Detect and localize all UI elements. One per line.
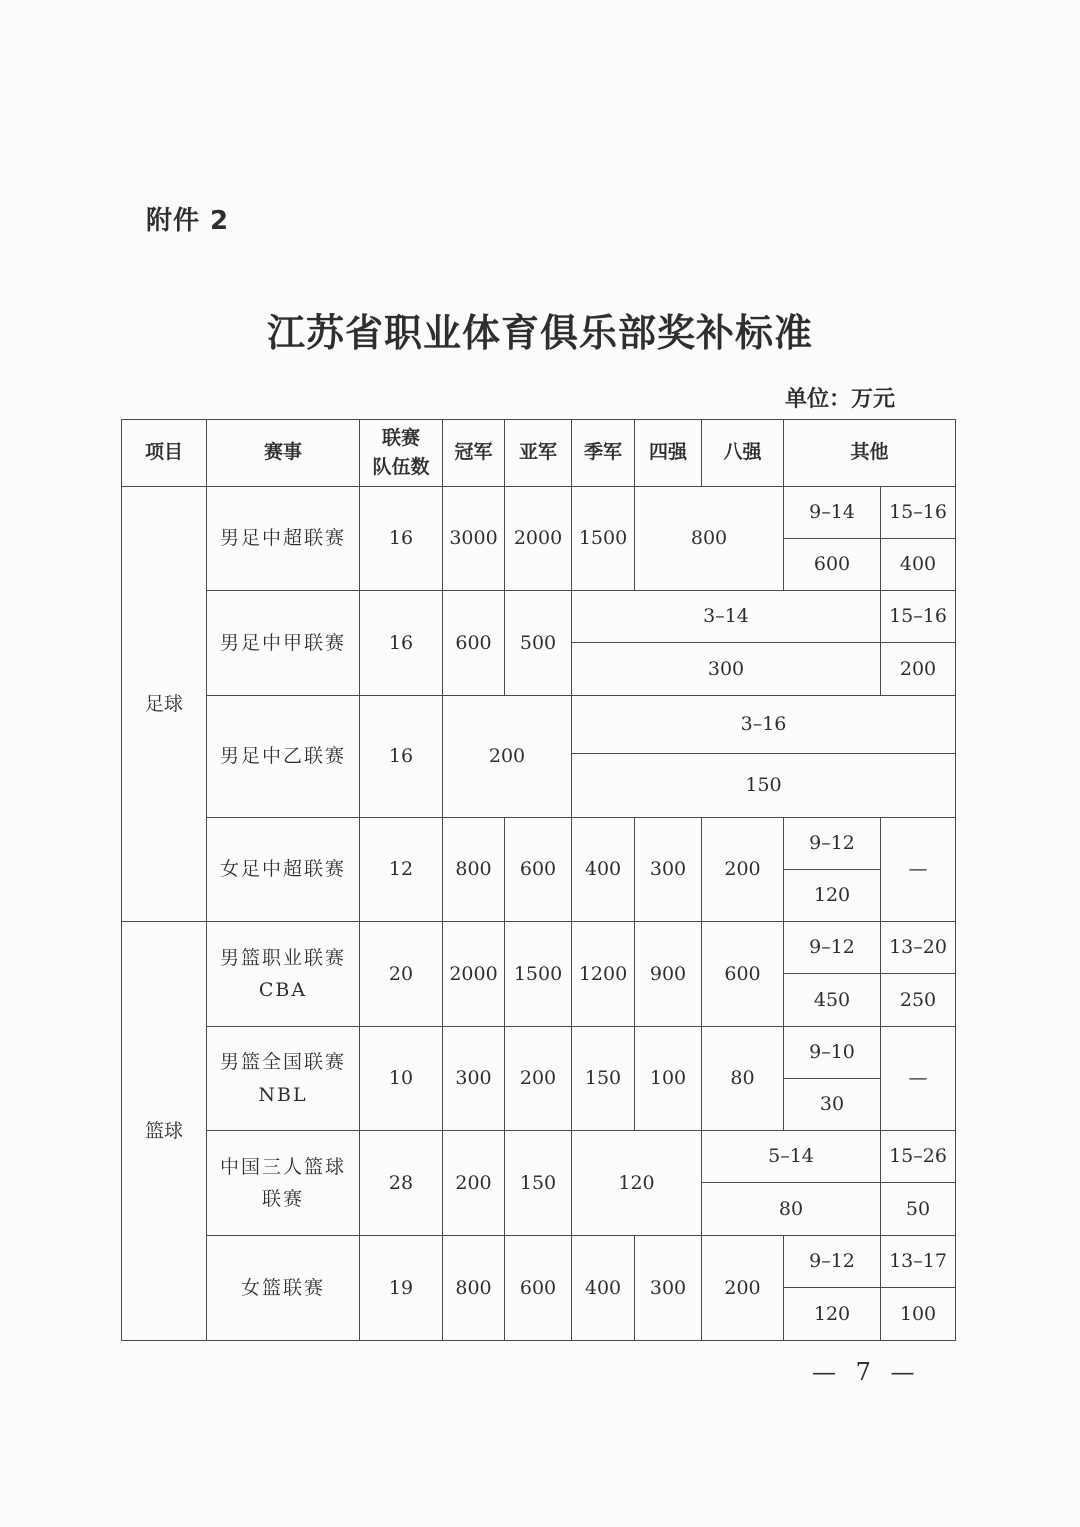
other-value: 80 xyxy=(702,1183,881,1236)
table-row xyxy=(122,818,956,870)
champion-value: 2000 xyxy=(443,922,505,1027)
champion-value: 800 xyxy=(443,818,505,922)
header-runner-up: 亚军 xyxy=(505,420,572,487)
third-top4-value: 120 xyxy=(572,1131,702,1236)
table-row xyxy=(122,1027,956,1079)
unit-label: 单位： xyxy=(785,387,852,412)
sport-football: 足球 xyxy=(122,487,207,922)
top4-value: 100 xyxy=(635,1027,702,1131)
champion-value: 600 xyxy=(443,591,505,696)
top8-value: 600 xyxy=(702,922,784,1027)
table-row xyxy=(122,696,956,754)
other-none: — xyxy=(881,1027,956,1131)
runner-up-value: 150 xyxy=(505,1131,572,1236)
table-row xyxy=(122,922,956,974)
award-standard-table xyxy=(121,419,956,1341)
team-count: 16 xyxy=(360,696,443,818)
other-value: 150 xyxy=(572,754,956,818)
other-range: 9–14 xyxy=(784,487,881,539)
other-range: 5–14 xyxy=(702,1131,881,1183)
unit-note xyxy=(785,382,895,413)
event-name-line2: CBA xyxy=(258,979,308,1001)
other-value: 50 xyxy=(881,1183,956,1236)
header-teams-line2: 队伍数 xyxy=(372,456,430,478)
event-name-line2: 联赛 xyxy=(261,1188,304,1210)
other-range: 13–20 xyxy=(881,922,956,974)
team-count: 12 xyxy=(360,818,443,922)
team-count: 19 xyxy=(360,1236,443,1341)
event-name-line1: 男篮全国联赛 xyxy=(219,1051,346,1074)
event-name-line2: NBL xyxy=(258,1083,308,1106)
other-range: 15–16 xyxy=(881,591,956,643)
third-value: 1500 xyxy=(572,487,635,591)
other-range: 15–26 xyxy=(881,1131,956,1183)
event-name: 男足中乙联赛 xyxy=(207,696,360,818)
other-range: 15–16 xyxy=(881,487,956,539)
event-name: 女足中超联赛 xyxy=(207,818,360,922)
header-project: 项目 xyxy=(122,420,207,487)
table-row xyxy=(122,591,956,643)
unit-value: 万元 xyxy=(851,387,896,412)
third-value: 400 xyxy=(572,818,635,922)
runner-up-value: 600 xyxy=(505,1236,572,1341)
other-value: 100 xyxy=(881,1288,956,1341)
header-row xyxy=(122,420,956,487)
event-name: 男足中超联赛 xyxy=(207,487,360,591)
top4-value: 900 xyxy=(635,922,702,1027)
other-range: 9–12 xyxy=(784,922,881,974)
header-top4: 四强 xyxy=(635,420,702,487)
runner-up-value: 600 xyxy=(505,818,572,922)
other-value: 600 xyxy=(784,539,881,591)
header-top8: 八强 xyxy=(702,420,784,487)
header-teams-line1: 联赛 xyxy=(381,426,420,449)
top8-value: 200 xyxy=(702,818,784,922)
page-number: — 7 — xyxy=(812,1358,921,1386)
header-teams xyxy=(360,420,443,487)
other-range: 9–12 xyxy=(784,1236,881,1288)
other-value: 250 xyxy=(881,974,956,1027)
header-champion: 冠军 xyxy=(443,420,505,487)
table-row xyxy=(122,487,956,539)
third-value: 1200 xyxy=(572,922,635,1027)
team-count: 16 xyxy=(360,591,443,696)
champion-value: 800 xyxy=(443,1236,505,1341)
team-count: 20 xyxy=(360,922,443,1027)
other-range: 3–14 xyxy=(572,591,881,643)
other-value: 400 xyxy=(881,539,956,591)
event-name-line1: 男篮职业联赛 xyxy=(219,946,346,969)
other-range: 9–12 xyxy=(784,818,881,870)
runner-up-value: 200 xyxy=(505,1027,572,1131)
event-name xyxy=(207,922,360,1027)
top4-value: 300 xyxy=(635,818,702,922)
third-value: 150 xyxy=(572,1027,635,1131)
header-third: 季军 xyxy=(572,420,635,487)
table-row xyxy=(122,1131,956,1183)
team-count: 28 xyxy=(360,1131,443,1236)
other-value: 30 xyxy=(784,1079,881,1131)
event-name xyxy=(207,1131,360,1236)
team-count: 16 xyxy=(360,487,443,591)
runner-up-value: 500 xyxy=(505,591,572,696)
other-value: 450 xyxy=(784,974,881,1027)
header-event: 赛事 xyxy=(207,420,360,487)
champion-runner-up-value: 200 xyxy=(443,696,572,818)
event-name-line1: 中国三人篮球 xyxy=(219,1155,346,1178)
champion-value: 200 xyxy=(443,1131,505,1236)
other-range: 9–10 xyxy=(784,1027,881,1079)
sport-basketball: 篮球 xyxy=(122,922,207,1341)
top8-value: 200 xyxy=(702,1236,784,1341)
other-value: 200 xyxy=(881,643,956,696)
event-name: 男足中甲联赛 xyxy=(207,591,360,696)
runner-up-value: 1500 xyxy=(505,922,572,1027)
other-value: 120 xyxy=(784,870,881,922)
event-name: 女篮联赛 xyxy=(207,1236,360,1341)
page-title: 江苏省职业体育俱乐部奖补标准 xyxy=(266,311,813,355)
champion-value: 300 xyxy=(443,1027,505,1131)
top4-top8-value: 800 xyxy=(635,487,784,591)
header-other: 其他 xyxy=(784,420,956,487)
other-range: 3–16 xyxy=(572,696,956,754)
other-range: 13–17 xyxy=(881,1236,956,1288)
runner-up-value: 2000 xyxy=(505,487,572,591)
third-value: 400 xyxy=(572,1236,635,1341)
champion-value: 3000 xyxy=(443,487,505,591)
other-value: 120 xyxy=(784,1288,881,1341)
top8-value: 80 xyxy=(702,1027,784,1131)
event-name xyxy=(207,1027,360,1131)
other-value: 300 xyxy=(572,643,881,696)
attachment-label: 附件 2 xyxy=(146,206,230,236)
other-none: — xyxy=(881,818,956,922)
top4-value: 300 xyxy=(635,1236,702,1341)
team-count: 10 xyxy=(360,1027,443,1131)
table-row xyxy=(122,1236,956,1288)
